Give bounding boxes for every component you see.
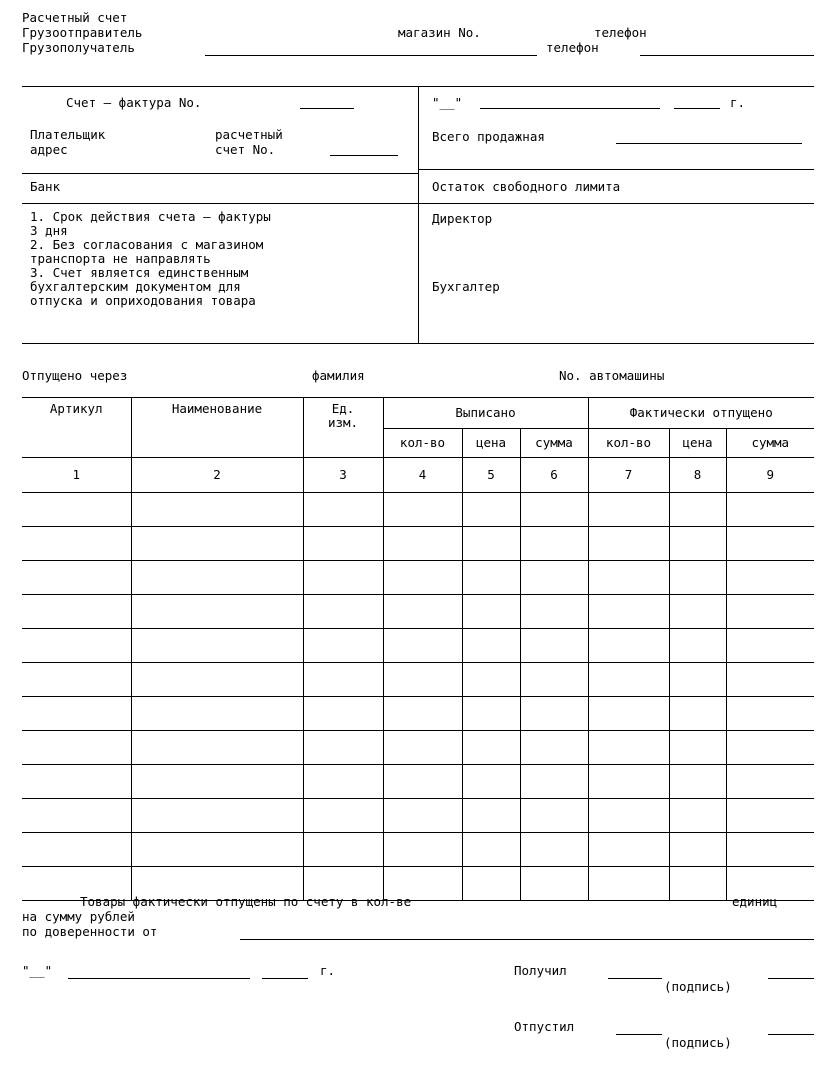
table-cell[interactable] (520, 493, 588, 527)
table-cell[interactable] (22, 731, 131, 765)
group-written: Выписано (383, 398, 588, 429)
table-cell[interactable] (669, 799, 726, 833)
table-cell[interactable] (22, 663, 131, 697)
table-cell[interactable] (520, 629, 588, 663)
table-cell[interactable] (303, 595, 383, 629)
table-cell[interactable] (726, 765, 814, 799)
table-cell[interactable] (303, 663, 383, 697)
table-cell[interactable] (726, 731, 814, 765)
box-divider (418, 87, 419, 343)
table-cell[interactable] (22, 833, 131, 867)
consignee-phone-label: телефон (546, 40, 599, 55)
shipper-phone-label: телефон (594, 25, 647, 40)
account-no-field[interactable] (330, 155, 398, 156)
invoice-number-label: Счет – фактура No. (66, 95, 202, 110)
sub-price-actual: цена (669, 429, 726, 458)
table-cell[interactable] (303, 799, 383, 833)
sub-sum-actual: сумма (726, 429, 814, 458)
table-cell[interactable] (22, 697, 131, 731)
table-cell[interactable] (383, 493, 462, 527)
table-cell[interactable] (22, 493, 131, 527)
surname-label: фамилия (312, 368, 365, 383)
table-cell[interactable] (726, 493, 814, 527)
sub-price-written: цена (462, 429, 520, 458)
table-cell[interactable] (462, 731, 520, 765)
table-cell[interactable] (383, 697, 462, 731)
released-via-label: Отпущено через (22, 368, 128, 383)
column-numbers-row: 1 2 3 4 5 6 7 8 9 (22, 458, 814, 493)
table-row (22, 799, 814, 833)
table-cell[interactable] (303, 731, 383, 765)
table-cell[interactable] (383, 731, 462, 765)
released-by-label: Отпустил (514, 1019, 575, 1034)
table-cell[interactable] (726, 561, 814, 595)
table-cell[interactable] (669, 561, 726, 595)
accountant-label: Бухгалтер (432, 279, 500, 294)
note-3c: отпуска и оприходования товара (30, 293, 256, 308)
table-cell[interactable] (669, 663, 726, 697)
goods-released-label: Товары фактически отпущены по счету в кол-ве (80, 894, 412, 909)
invoice-year-suffix: г. (730, 95, 746, 110)
table-cell[interactable] (383, 629, 462, 663)
table-cell[interactable] (520, 867, 588, 901)
payer-label: Плательщик (30, 127, 106, 142)
table-cell[interactable] (726, 697, 814, 731)
table-cell[interactable] (131, 629, 303, 663)
table-cell[interactable] (22, 629, 131, 663)
table-cell[interactable] (520, 833, 588, 867)
released-signature-field[interactable] (616, 1034, 662, 1035)
table-row (22, 595, 814, 629)
table-cell[interactable] (520, 561, 588, 595)
note-2a: 2. Без согласования с магазином (30, 237, 264, 252)
invoice-info-box (22, 86, 814, 344)
table-cell[interactable] (131, 697, 303, 731)
account-no-label-2: счет No. (215, 142, 276, 157)
table-cell[interactable] (588, 765, 669, 799)
released-signature-caption: (подпись) (664, 1035, 732, 1050)
sub-qty-actual: кол-во (588, 429, 669, 458)
invoice-date-quote: "__" (432, 95, 463, 110)
footer-date-month-field[interactable] (68, 978, 250, 979)
table-cell[interactable] (22, 595, 131, 629)
table-cell[interactable] (669, 765, 726, 799)
table-cell[interactable] (462, 493, 520, 527)
sub-qty-written: кол-во (383, 429, 462, 458)
table-cell[interactable] (131, 765, 303, 799)
table-cell[interactable] (588, 595, 669, 629)
consignee-field[interactable] (205, 55, 537, 56)
units-label: единиц (732, 894, 778, 909)
store-number-label: магазин No. (398, 25, 481, 40)
table-cell[interactable] (131, 493, 303, 527)
table-cell[interactable] (588, 731, 669, 765)
table-cell[interactable] (669, 833, 726, 867)
table-cell[interactable] (22, 799, 131, 833)
table-cell[interactable] (131, 833, 303, 867)
table-cell[interactable] (383, 663, 462, 697)
account-label: Расчетный счет (22, 10, 128, 25)
released-name-field[interactable] (768, 1034, 814, 1035)
col-name: Наименование (131, 398, 303, 458)
table-cell[interactable] (22, 765, 131, 799)
table-cell[interactable] (462, 697, 520, 731)
table-cell[interactable] (726, 833, 814, 867)
table-cell[interactable] (303, 697, 383, 731)
table-cell[interactable] (462, 765, 520, 799)
table-cell[interactable] (303, 765, 383, 799)
table-cell[interactable] (462, 561, 520, 595)
table-cell[interactable] (520, 765, 588, 799)
table-cell[interactable] (669, 493, 726, 527)
bank-label: Банк (30, 179, 61, 194)
table-cell[interactable] (588, 493, 669, 527)
table-cell[interactable] (383, 833, 462, 867)
director-label: Директор (432, 211, 493, 226)
table-cell[interactable] (588, 799, 669, 833)
proxy-field[interactable] (240, 939, 814, 940)
note-1a: 1. Срок действия счета – фактуры (30, 209, 271, 224)
table-cell[interactable] (383, 799, 462, 833)
table-cell[interactable] (726, 799, 814, 833)
table-cell[interactable] (383, 527, 462, 561)
invoice-number-field[interactable] (300, 108, 354, 109)
table-cell[interactable] (588, 833, 669, 867)
table-cell[interactable] (131, 561, 303, 595)
table-cell[interactable] (669, 595, 726, 629)
proxy-label: по доверенности от (22, 924, 158, 939)
table-cell[interactable] (383, 595, 462, 629)
table-row (22, 731, 814, 765)
table-cell[interactable] (520, 731, 588, 765)
table-cell[interactable] (131, 799, 303, 833)
table-row (22, 765, 814, 799)
total-sale-field[interactable] (616, 143, 802, 144)
table-cell[interactable] (588, 867, 669, 901)
table-cell[interactable] (588, 629, 669, 663)
table-cell[interactable] (588, 663, 669, 697)
table-cell[interactable] (726, 629, 814, 663)
table-cell[interactable] (131, 663, 303, 697)
table-cell[interactable] (303, 527, 383, 561)
table-cell[interactable] (726, 663, 814, 697)
table-cell[interactable] (669, 867, 726, 901)
table-cell[interactable] (588, 527, 669, 561)
table-cell[interactable] (726, 527, 814, 561)
table-cell[interactable] (383, 561, 462, 595)
note-3b: бухгалтерским документом для (30, 279, 241, 294)
table-cell[interactable] (131, 731, 303, 765)
table-row (22, 493, 814, 527)
table-cell[interactable] (669, 731, 726, 765)
footer-date-year-field[interactable] (262, 978, 308, 979)
table-row (22, 697, 814, 731)
table-cell[interactable] (383, 765, 462, 799)
table-row (22, 833, 814, 867)
received-signature-caption: (подпись) (664, 979, 732, 994)
shipper-label: Грузоотправитель (22, 25, 143, 40)
invoice-date-month-field[interactable] (480, 108, 660, 109)
note-1b: 3 дня (30, 223, 68, 238)
footer-year-suffix: г. (320, 963, 336, 978)
table-cell[interactable] (303, 561, 383, 595)
table-row (22, 527, 814, 561)
table-cell[interactable] (588, 561, 669, 595)
table-cell[interactable] (669, 697, 726, 731)
table-cell[interactable] (462, 629, 520, 663)
table-cell[interactable] (726, 595, 814, 629)
note-2b: транспорта не направлять (30, 251, 211, 266)
goods-table (22, 397, 814, 901)
table-cell[interactable] (462, 527, 520, 561)
account-no-label-1: расчетный (215, 127, 283, 142)
table-cell[interactable] (462, 595, 520, 629)
invoice-date-year-field[interactable] (674, 108, 720, 109)
table-cell[interactable] (520, 697, 588, 731)
free-limit-label: Остаток свободного лимита (432, 179, 621, 194)
footer-date-quote: "__" (22, 963, 53, 978)
received-signature-field[interactable] (608, 978, 662, 979)
table-row (22, 629, 814, 663)
table-cell[interactable] (520, 799, 588, 833)
table-row (22, 561, 814, 595)
car-number-label: No. автомашины (559, 368, 665, 383)
table-cell[interactable] (520, 527, 588, 561)
table-cell[interactable] (303, 833, 383, 867)
table-cell[interactable] (22, 527, 131, 561)
table-cell[interactable] (588, 697, 669, 731)
note-3a: 3. Счет является единственным (30, 265, 249, 280)
table-cell[interactable] (462, 663, 520, 697)
consignee-label: Грузополучатель (22, 40, 135, 55)
table-cell[interactable] (462, 799, 520, 833)
table-row (22, 663, 814, 697)
table-cell[interactable] (462, 867, 520, 901)
table-cell[interactable] (669, 629, 726, 663)
table-cell[interactable] (303, 629, 383, 663)
table-cell[interactable] (131, 595, 303, 629)
table-cell[interactable] (669, 527, 726, 561)
table-cell[interactable] (131, 527, 303, 561)
received-label: Получил (514, 963, 567, 978)
sub-sum-written: сумма (520, 429, 588, 458)
table-cell[interactable] (303, 493, 383, 527)
address-label: адрес (30, 142, 68, 157)
col-article: Артикул (22, 398, 131, 458)
sum-rubles-label: на сумму рублей (22, 909, 135, 924)
table-cell[interactable] (520, 663, 588, 697)
table-cell[interactable] (520, 595, 588, 629)
consignee-phone-field[interactable] (640, 55, 814, 56)
table-cell[interactable] (22, 561, 131, 595)
total-sale-label: Всего продажная (432, 129, 545, 144)
table-cell[interactable] (462, 833, 520, 867)
received-name-field[interactable] (768, 978, 814, 979)
group-actual: Фактически отпущено (588, 398, 814, 429)
col-unit: Ед. изм. (303, 398, 383, 458)
